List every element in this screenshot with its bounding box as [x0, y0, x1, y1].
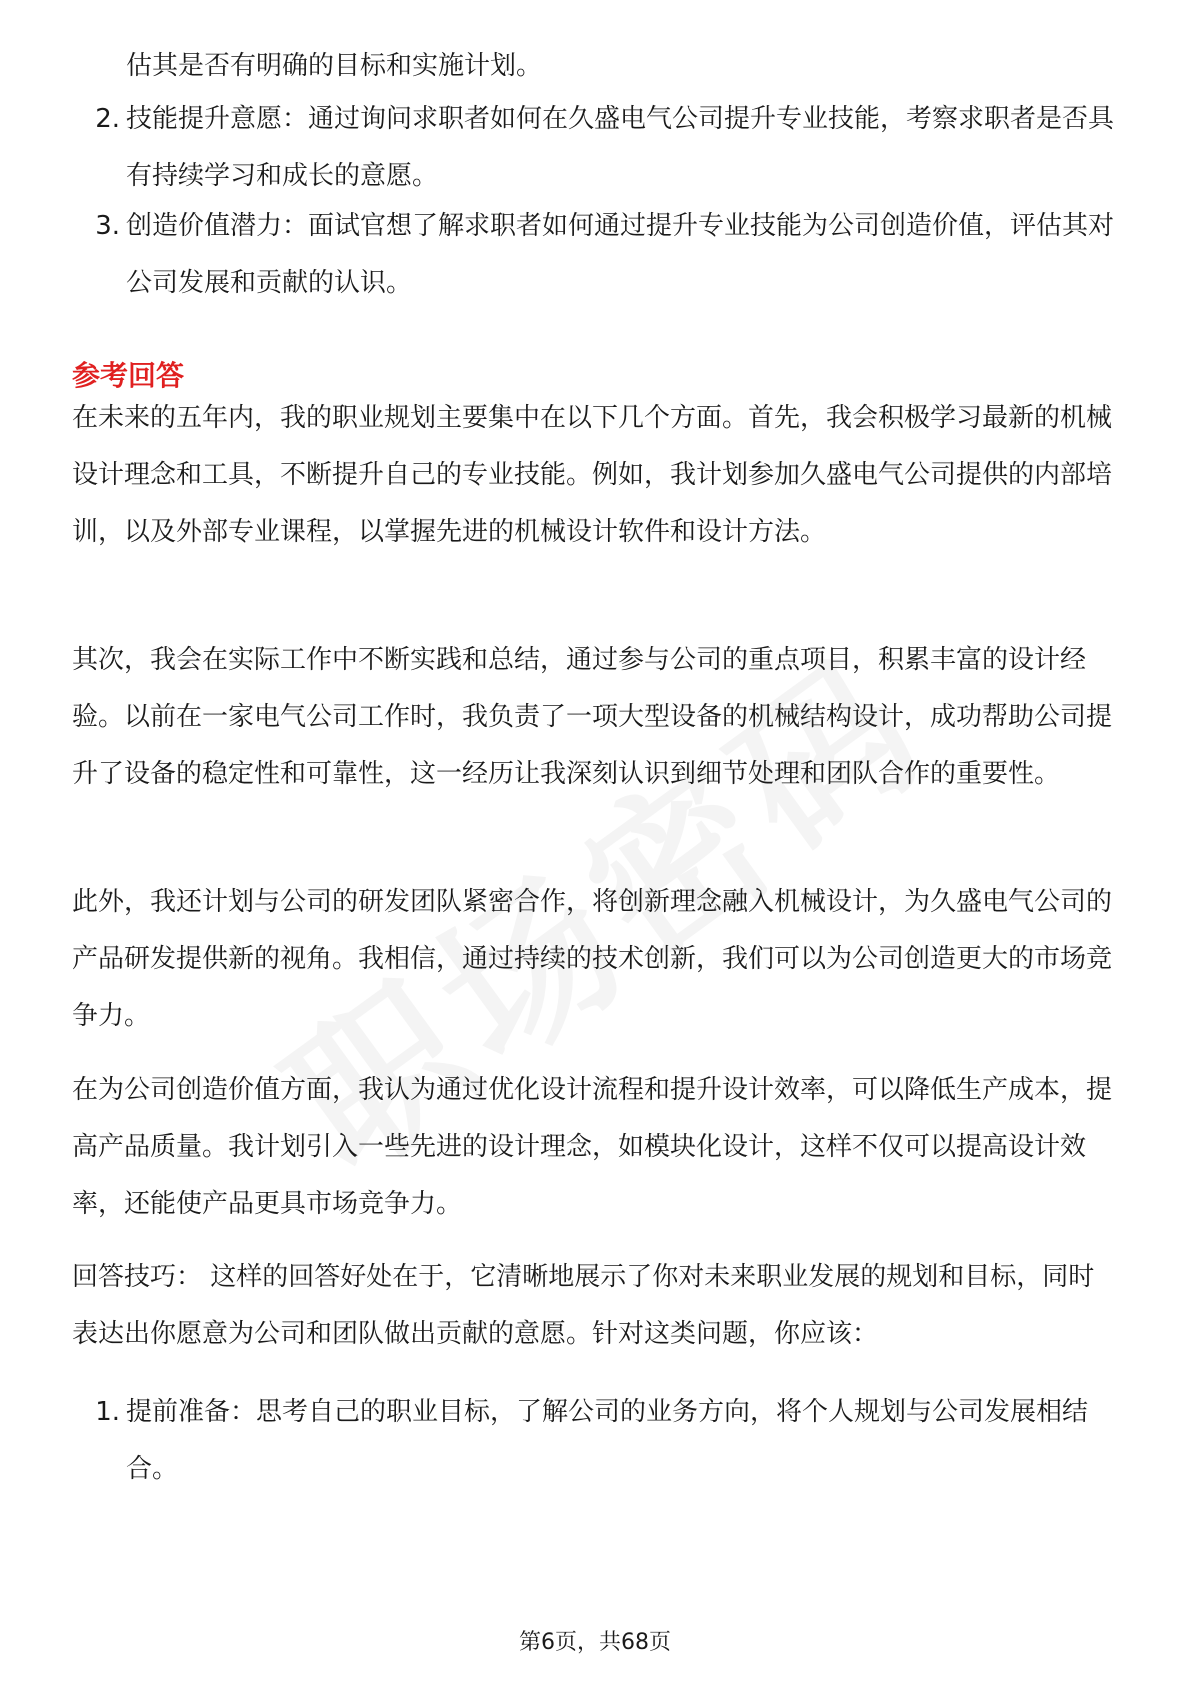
answer-paragraph-2: 其次，我会在实际工作中不断实践和总结，通过参与公司的重点项目，积累丰富的设计经验。以前在一家电气公司工作时，我负责了一项大型设备的机械结构设计，成功帮助公司提升了设备的稳定性和可靠性，这一经历让我深刻认识到细节处理和团队合作的重要性。 [72, 645, 1113, 789]
answer-tip-paragraph: 回答技巧： 这样的回答好处在于，它清晰地展示了你对未来职业发展的规划和目标，同时表达出你愿意为公司和团队做出贡献的意愿。针对这类问题，你应该： [72, 1262, 1095, 1349]
list-item-text: 估其是否有明确的目标和实施计划。 [126, 51, 543, 81]
list-item-number: 2. [95, 104, 120, 134]
list-item-text: 提前准备：思考自己的职业目标，了解公司的业务方向，将个人规划与公司发展相结合。 [126, 1397, 1089, 1484]
list-item-continued [72, 38, 1120, 95]
list-item-skill-improvement [72, 91, 1120, 205]
answer-paragraph-3: 此外，我还计划与公司的研发团队紧密合作，将创新理念融入机械设计，为久盛电气公司的产品研发提供新的视角。我相信，通过持续的技术创新，我们可以为公司创造更大的市场竞争力。 [72, 887, 1113, 1031]
list-item-number: 3. [95, 211, 120, 241]
list-item-prepare-ahead [72, 1384, 1120, 1498]
list-item-value-potential [72, 198, 1120, 312]
list-item-text: 创造价值潜力：面试官想了解求职者如何通过提升专业技能为公司创造价值，评估其对公司发展和贡献的认识。 [126, 211, 1115, 298]
list-item-text: 技能提升意愿：通过询问求职者如何在久盛电气公司提升专业技能，考察求职者是否具有持续学习和成长的意愿。 [126, 104, 1115, 191]
answer-paragraph-4: 在为公司创造价值方面，我认为通过优化设计流程和提升设计效率，可以降低生产成本，提高产品质量。我计划引入一些先进的设计理念，如模块化设计，这样不仅可以提高设计效率，还能使产品更具市场竞争力。 [72, 1075, 1113, 1219]
page-number-footer: 第6页，共68页 [519, 1630, 671, 1655]
answer-paragraph-1: 在未来的五年内，我的职业规划主要集中在以下几个方面。首先，我会积极学习最新的机械设计理念和工具，不断提升自己的专业技能。例如，我计划参加久盛电气公司提供的内部培训，以及外部专业课程，以掌握先进的机械设计软件和设计方法。 [72, 403, 1113, 547]
section-heading: 参考回答 [72, 359, 185, 392]
list-item-number: 1. [95, 1397, 120, 1427]
